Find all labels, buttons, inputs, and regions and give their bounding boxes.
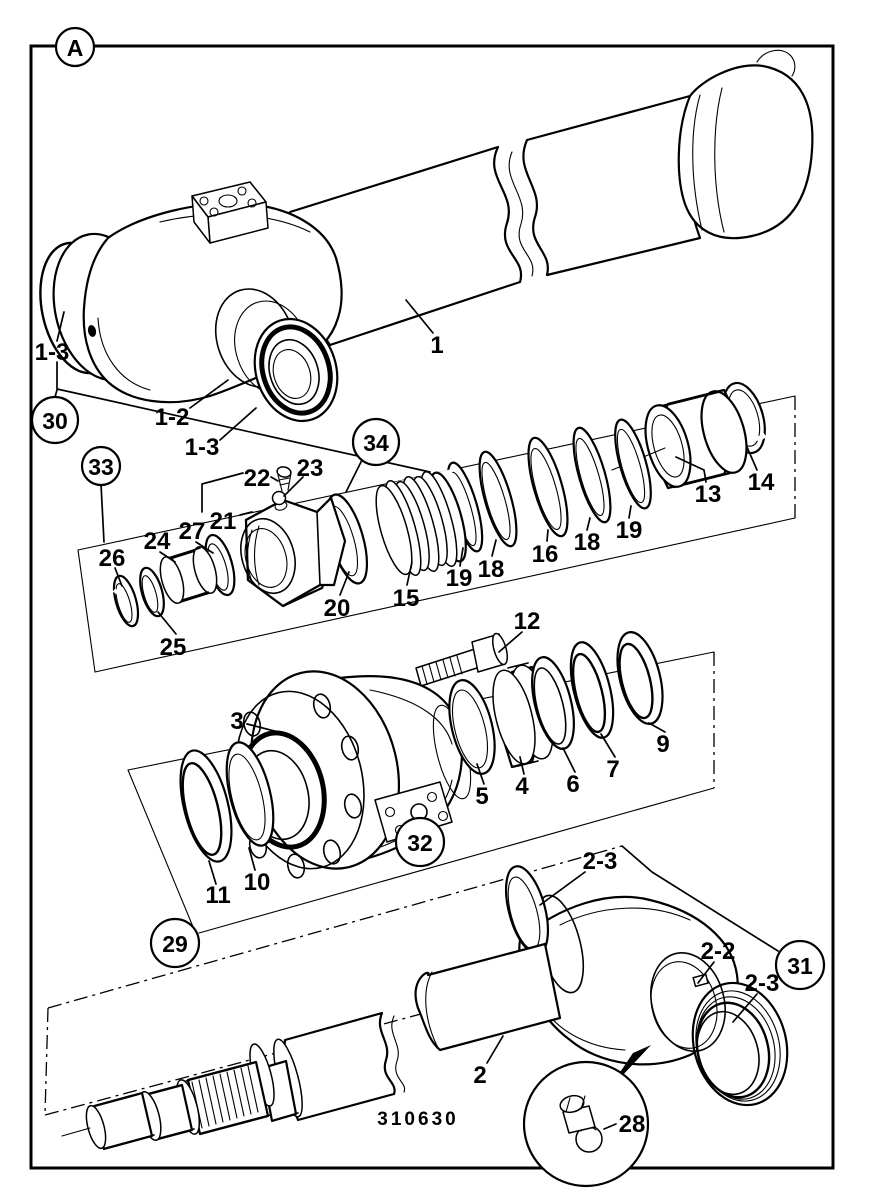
callout-26: 26 — [98, 545, 126, 572]
callout-2-2: 2-2 — [700, 938, 736, 965]
callout-2-3b: 2-3 — [744, 970, 780, 997]
callout-27: 27 — [178, 518, 206, 545]
callout-32: 32 — [407, 830, 433, 856]
callout-12: 12 — [513, 608, 541, 635]
callout-34: 34 — [363, 430, 389, 456]
callout-18b: 18 — [573, 529, 601, 556]
callout-4: 4 — [515, 773, 529, 800]
callout-23: 23 — [296, 455, 324, 482]
callout-3: 3 — [230, 708, 244, 735]
callout-9: 9 — [656, 731, 670, 758]
callout-21: 21 — [209, 508, 237, 535]
drawing-number: 310630 — [377, 1109, 459, 1130]
callout-14: 14 — [747, 469, 775, 496]
callout-22: 22 — [243, 465, 271, 492]
callout-1: 1 — [430, 332, 444, 359]
callout-31: 31 — [787, 953, 813, 979]
callout-5: 5 — [475, 783, 489, 810]
callout-28: 28 — [618, 1111, 646, 1138]
callout-20: 20 — [323, 595, 351, 622]
callout-10: 10 — [243, 869, 271, 896]
callout-2-3a: 2-3 — [582, 848, 618, 875]
callout-6: 6 — [566, 771, 580, 798]
callout-30: 30 — [42, 408, 68, 434]
callout-19b: 19 — [615, 517, 643, 544]
callout-7: 7 — [606, 756, 620, 783]
callout-2: 2 — [473, 1062, 487, 1089]
steel-ball-23 — [273, 492, 286, 505]
callout-13: 13 — [694, 481, 722, 508]
callout-29: 29 — [162, 931, 188, 957]
callout-19a: 19 — [445, 565, 473, 592]
callout-18a: 18 — [477, 556, 505, 583]
callout-25: 25 — [159, 634, 187, 661]
callout-33: 33 — [88, 454, 114, 480]
callout-1-2: 1-2 — [154, 404, 190, 431]
callout-1-3a: 1-3 — [34, 339, 70, 366]
callout-1-3b: 1-3 — [184, 434, 220, 461]
callout-15: 15 — [392, 585, 420, 612]
callout-11: 11 — [205, 882, 231, 909]
callout-A: A — [66, 35, 84, 61]
barrel-bell-end — [679, 65, 813, 238]
callout-24: 24 — [143, 528, 171, 555]
callout-16: 16 — [531, 541, 559, 568]
